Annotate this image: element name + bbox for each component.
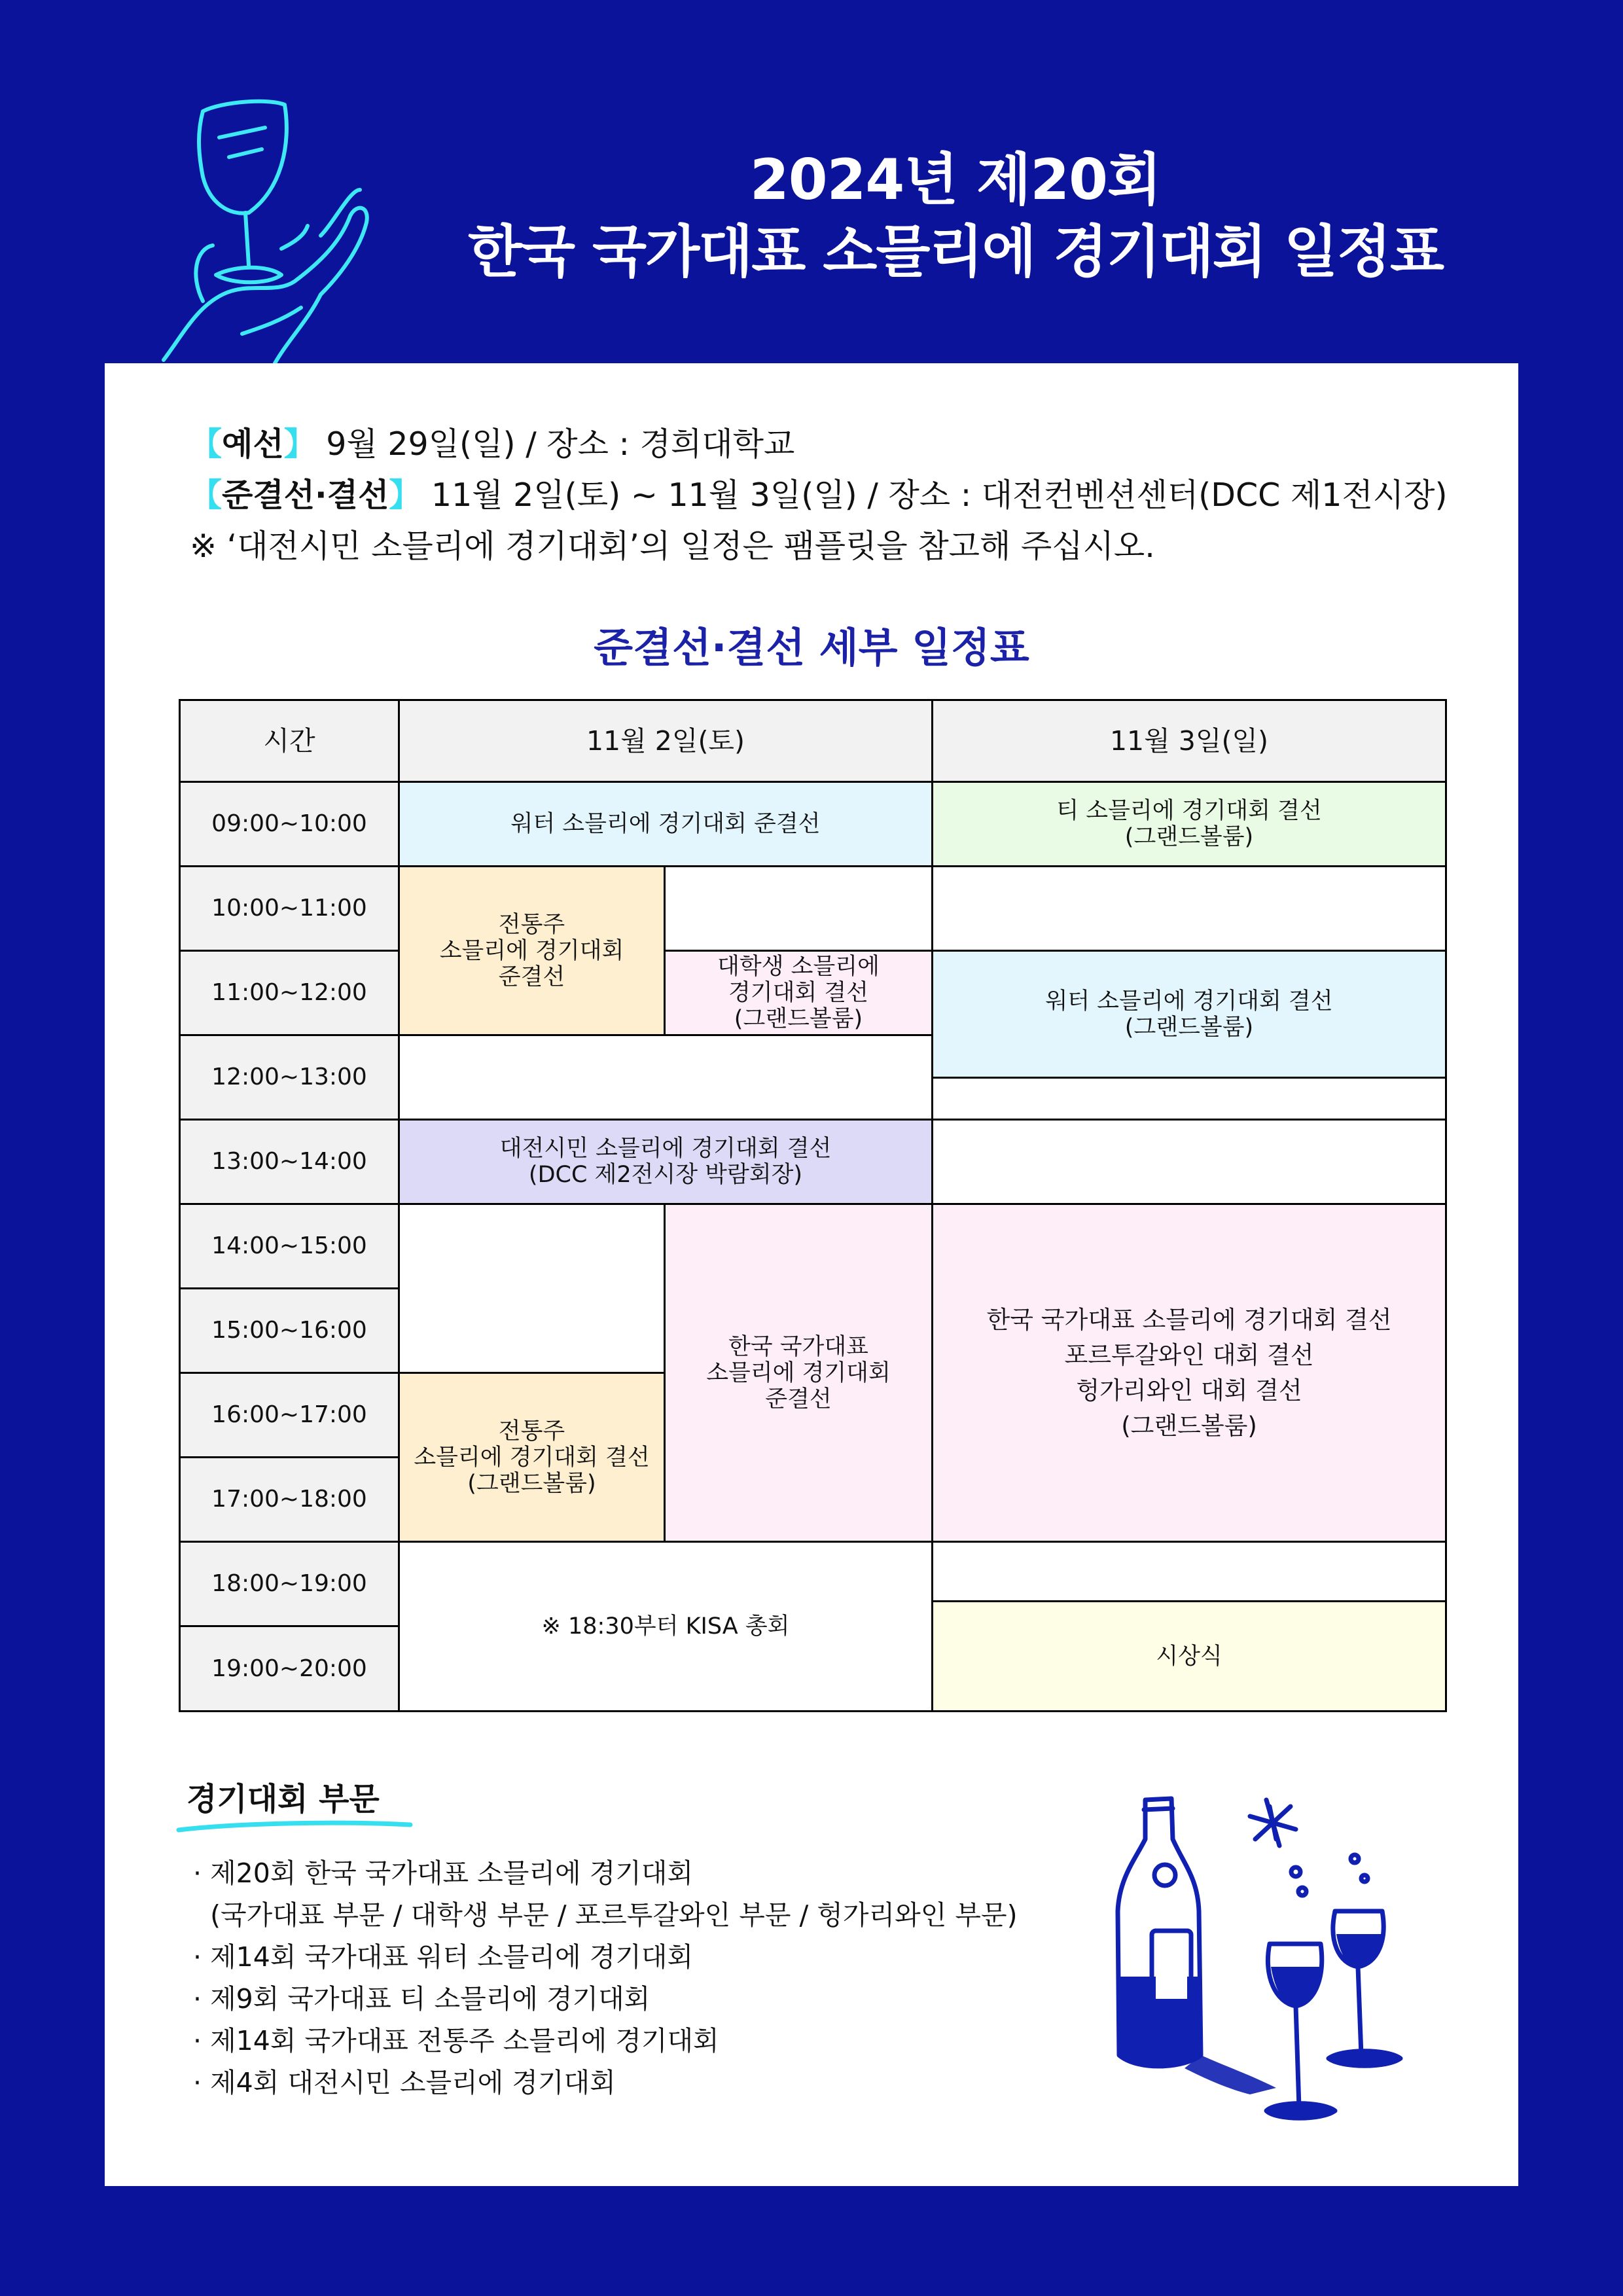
division-item: · 제20회 한국 국가대표 소믈리에 경기대회 [193, 1857, 694, 1889]
empty-cell [931, 1077, 1447, 1121]
division-item: · 제14회 국가대표 전통주 소믈리에 경기대회 [193, 2025, 719, 2056]
bracket-open: 【 [190, 476, 223, 514]
wine-bottle-and-glasses-icon [1080, 1780, 1446, 2147]
schedule-title: 준결선·결선 세부 일정표 [594, 624, 1029, 672]
time-slot: 18:00~19:00 [179, 1541, 400, 1627]
prelim-label: 예선 [222, 425, 284, 463]
final-label: 준결선·결선 [222, 476, 389, 514]
event-tea-final: 티 소믈리에 경기대회 결선 (그랜드볼룸) [931, 781, 1447, 867]
bracket-close: 】 [389, 476, 421, 514]
event-trad-final: 전통주 소믈리에 경기대회 결선 (그랜드볼룸) [398, 1372, 666, 1543]
header-day1: 11월 2일(토) [398, 699, 933, 783]
final-line [190, 470, 1448, 521]
event-univ-final: 대학생 소믈리에 경기대회 결선 (그랜드볼룸) [664, 950, 933, 1036]
title-underline [173, 1818, 416, 1838]
event-trad-semi: 전통주 소믈리에 경기대회 준결선 [398, 865, 666, 1036]
empty-cell [398, 1034, 933, 1121]
schedule-table [179, 699, 1447, 1712]
empty-cell [931, 1119, 1447, 1205]
event-korea-semi: 한국 국가대표 소믈리에 경기대회 준결선 [664, 1203, 933, 1543]
time-slot: 10:00~11:00 [179, 865, 400, 952]
title-line-2: 한국 국가대표 소믈리에 경기대회 일정표 [467, 219, 1444, 285]
time-slot: 16:00~17:00 [179, 1372, 400, 1458]
empty-cell [664, 865, 933, 952]
division-item: · 제4회 대전시민 소믈리에 경기대회 [193, 2067, 616, 2098]
empty-cell [398, 1203, 666, 1374]
event-kisa: ※ 18:30부터 KISA 총회 [398, 1541, 933, 1712]
info-block [190, 419, 1448, 572]
title-line-1: 2024년 제20회 [749, 147, 1162, 213]
event-daejeon-final: 대전시민 소믈리에 경기대회 결선 (DCC 제2전시장 박람회장) [398, 1119, 933, 1205]
empty-cell [931, 1541, 1447, 1602]
page-title [366, 144, 1544, 288]
time-slot: 19:00~20:00 [179, 1625, 400, 1712]
event-water-semi: 워터 소믈리에 경기대회 준결선 [398, 781, 933, 867]
hand-holding-glass-icon [124, 85, 399, 367]
empty-cell [931, 865, 1447, 952]
prelim-text: 9월 29일(일) / 장소 : 경희대학교 [315, 425, 795, 463]
bracket-open: 【 [190, 425, 223, 463]
division-item: (국가대표 부문 / 대학생 부문 / 포르투갈와인 부문 / 헝가리와인 부문) [193, 1899, 1018, 1931]
time-slot: 13:00~14:00 [179, 1119, 400, 1205]
event-water-final: 워터 소믈리에 경기대회 결선 (그랜드볼룸) [931, 950, 1447, 1079]
bracket-close: 】 [283, 425, 316, 463]
note-line: ※ ‘대전시민 소믈리에 경기대회’의 일정은 팸플릿을 참고해 주십시오. [190, 528, 1155, 565]
division-item: · 제9회 국가대표 티 소믈리에 경기대회 [193, 1983, 651, 2015]
event-korea-final: 한국 국가대표 소믈리에 경기대회 결선 포르투갈와인 대회 결선 헝가리와인 대회 결선 (그랜드볼룸) [931, 1203, 1447, 1543]
division-item: · 제14회 국가대표 워터 소믈리에 경기대회 [193, 1941, 694, 1973]
time-slot: 11:00~12:00 [179, 950, 400, 1036]
time-slot: 15:00~16:00 [179, 1287, 400, 1374]
time-slot: 14:00~15:00 [179, 1203, 400, 1289]
divisions-list [193, 1852, 1018, 2104]
time-slot: 09:00~10:00 [179, 781, 400, 867]
divisions-title: 경기대회 부문 [187, 1781, 380, 1818]
header-time: 시간 [179, 699, 400, 783]
time-slot: 17:00~18:00 [179, 1456, 400, 1543]
event-award: 시상식 [931, 1600, 1447, 1712]
header-day2: 11월 3일(일) [931, 699, 1447, 783]
prelim-line [190, 419, 1448, 470]
final-text: 11월 2일(토) ~ 11월 3일(일) / 장소 : 대전컨벤션센터(DCC 제1전시장) [421, 476, 1448, 514]
time-slot: 12:00~13:00 [179, 1034, 400, 1121]
